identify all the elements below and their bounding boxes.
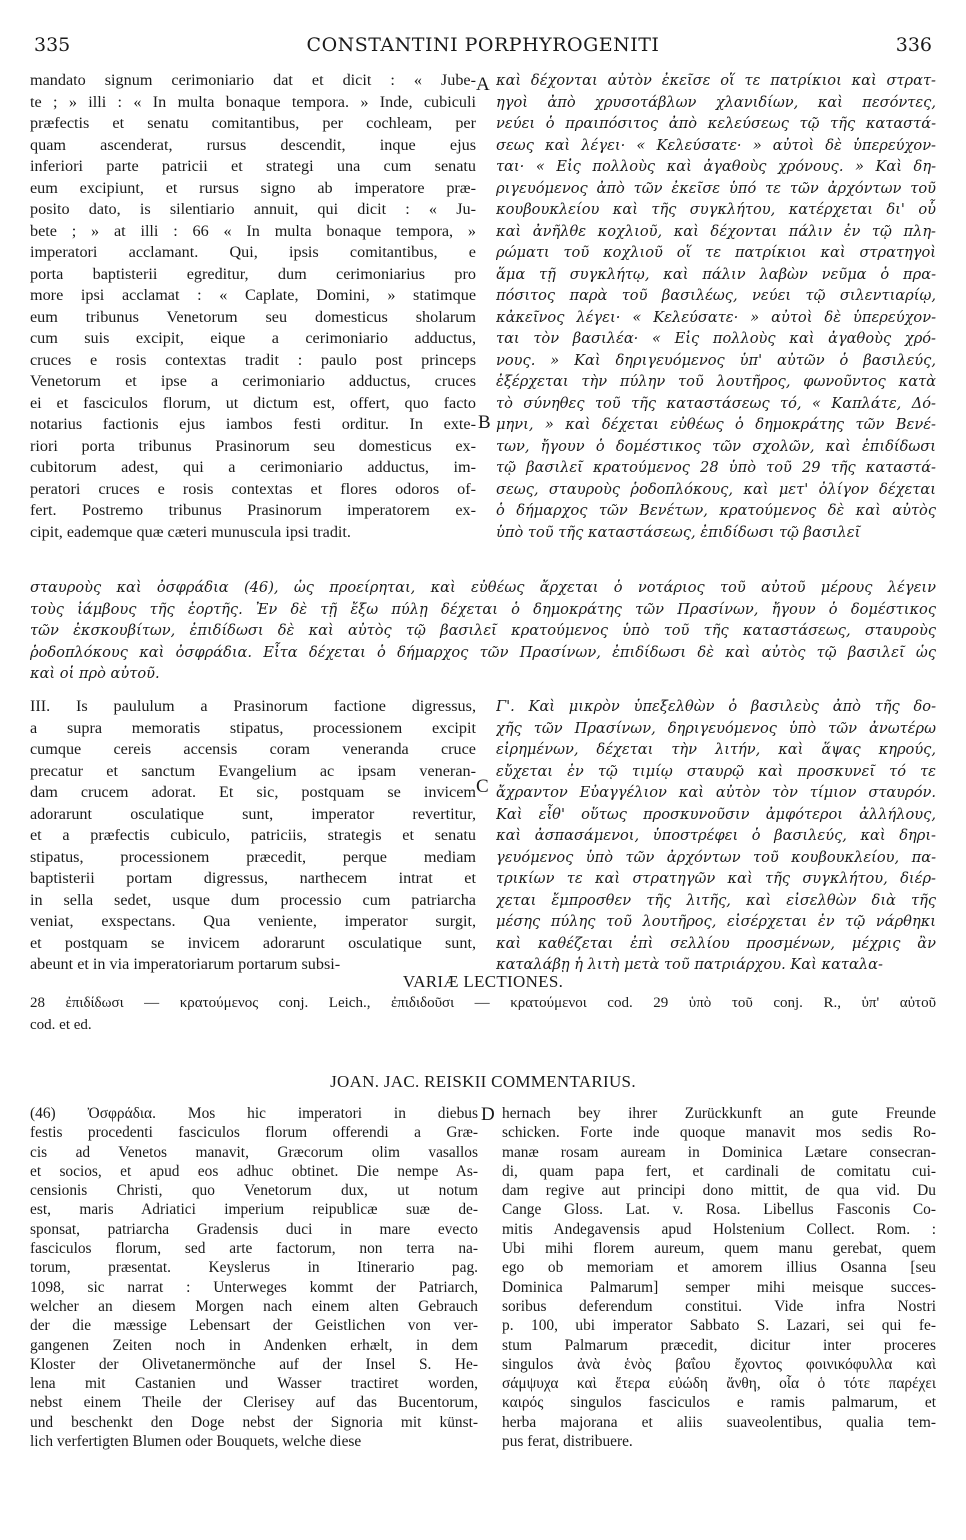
text-line: cum suis excipit, eique a cerimoniario adductus, bbox=[30, 329, 476, 347]
text-line: schicken. Forte inde quoque manavit mos sedis Ro- bbox=[502, 1124, 936, 1142]
text-line: ἅμα τῇ συγκλήτῳ, καὶ πάλιν λαβὼν νεῦμα ὁ πρα- bbox=[496, 265, 936, 283]
text-line: εἰρημένων, δέχεται τὴν λιτήν, καὶ ἅψας κηρούς, bbox=[496, 741, 936, 758]
text-line: singulos ἀνὰ ἑνὸς βαΐου ἔχοντος φοινικόφυλλα καὶ bbox=[502, 1355, 936, 1373]
text-line: νους. » Καὶ δηριγευόμενος ὑπ' αὐτῶν ὁ βασιλεύς, bbox=[496, 351, 936, 369]
text-line: fert. Postremo tribunus Prasinorum imperatorem ex- bbox=[30, 501, 476, 519]
text-line: cubitorum adest, qui a cerimoniario adductus, im- bbox=[30, 458, 476, 476]
text-line: καὶ καθέζεται ἐπὶ σελλίου προσμένων, μέχρις ἂν bbox=[496, 934, 936, 952]
text-line: τοὺς ἰάμβους τῆς ἑορτῆς. Ἐν δὲ τῇ ἔξω πύλῃ δέχεται ὁ δημοκράτης τῶν Πρασίνων, ἤγουν ὁ δομέστικος bbox=[30, 600, 936, 618]
running-title: CONSTANTINI PORPHYROGENITI bbox=[306, 34, 660, 56]
text-line: a supra memoratis stipatus, processionem excipit bbox=[30, 718, 476, 737]
text-line: eum tribunus Venetorum seu domesticus sholarum bbox=[30, 307, 476, 326]
text-line: lena mit Castanien und Wasser tractiret worden, bbox=[30, 1375, 478, 1393]
text-line: et postquam se invicem adorarunt osculatique sunt, bbox=[30, 933, 476, 952]
text-line: festis procedenti fasciculos florum offerendi a Græ- bbox=[30, 1124, 478, 1142]
text-line: pus ferat, distribuere. bbox=[502, 1433, 633, 1451]
text-line: καὶ δέχονται αὐτὸν ἐκεῖσε οἵ τε πατρίκιοι καὶ στρατ- bbox=[496, 72, 936, 89]
text-line: τῷ βασιλεῖ κρατούμενος 28 ὑπὸ τοῦ 29 τῆς καταστά- bbox=[496, 459, 936, 476]
text-line: stum Palmarum præcedit, dicitur inter proceres bbox=[502, 1336, 936, 1354]
greek-full-width bbox=[30, 577, 936, 685]
text-line: precatur et sanctum Evangelium ac ipsam veneran- bbox=[30, 761, 476, 780]
margin-marker-c: C bbox=[476, 776, 489, 797]
latin-column-mid bbox=[30, 696, 476, 976]
text-line: ται τὸν βασιλέα· « Εἰς πολλοὺς καὶ ἀγαθοὺς χρό- bbox=[496, 330, 936, 347]
text-line: Ubi mihi florem aureum, quem manu gerebat, quem bbox=[502, 1240, 936, 1258]
text-line: κἀκεῖνος λέγει· « Κελεύσατε· » αὐτοὶ δὲ ὑπερεύχον- bbox=[496, 308, 936, 326]
text-line: te ; » illi : « In multa bonaque tempora. » Inde, cubiculi bbox=[30, 92, 476, 111]
text-line: κουβουκλείου καὶ τῆς συγκλήτου, κατέρχεται δι' οὗ bbox=[496, 201, 936, 218]
text-line: torum, præsentat. Keyslerus in Itinerario pag. bbox=[30, 1259, 478, 1277]
text-line: Kloster der Olivetanermönche auf der Insel S. He- bbox=[30, 1355, 478, 1373]
text-line: ὑπὸ τοῦ τῆς καταστάσεως, ἐπιδίδωσι τῷ βασιλεῖ bbox=[496, 523, 861, 541]
text-line: inferiori parte patricii et strategi una cum senatu bbox=[30, 157, 476, 175]
greek-column-top bbox=[496, 70, 936, 543]
text-line: porta baptisterii egreditur, dum cerimoniarius pro bbox=[30, 264, 476, 283]
text-line: τρικίων τε καὶ στρατηγῶν καὶ τῆς συγκλήτου, διέρ- bbox=[496, 870, 936, 887]
text-line: peratori cruces e rosis contextas et flores odoros of- bbox=[30, 479, 476, 498]
text-line: posito dato, is silentiario annuit, qui dicit : « Ju- bbox=[30, 200, 476, 218]
text-line: di, quam papa fert, et cardinali de comitatu cui- bbox=[502, 1162, 936, 1180]
text-line: und beschenkt den Doge nebst der Signoria mit künst- bbox=[30, 1413, 478, 1431]
text-line: stipatus, processionem præcedit, perque mediam bbox=[30, 847, 476, 866]
text-line: ρώματι τοῦ κοχλιοῦ οἵ τε πατρίκιοι καὶ στρατηγοὶ bbox=[496, 244, 936, 261]
commentary-right-column bbox=[502, 1104, 936, 1451]
text-line: dam crucem adorat. Et sic, postquam se invicem bbox=[30, 783, 476, 801]
text-line: der die mæssige Lebensart der Geistlichen von ver- bbox=[30, 1317, 478, 1335]
text-line: dam regive aut principi dono mittit, de qua vid. Du bbox=[502, 1182, 936, 1200]
text-line: quam ascenderat, rursus descendit, inque ejus bbox=[30, 135, 476, 154]
text-line: μηνι, » καὶ δέχεται εὐθέως ὁ δημοκράτης τῶν Βενέ- bbox=[496, 416, 936, 433]
greek-column-mid bbox=[496, 696, 936, 976]
text-line: cumque cereis accensis coram veneranda cruce bbox=[30, 740, 476, 758]
text-line: notarius factionis ejus iambos festi orditur. In exte- bbox=[30, 415, 476, 433]
page-header bbox=[30, 34, 936, 60]
page-number-right: 336 bbox=[895, 34, 932, 56]
text-line: veniat, exspectans. Qua veniente, imperator surgit, bbox=[30, 912, 476, 930]
text-line: welcher an diesem Morgen nach einem alten Gebrauch bbox=[30, 1297, 478, 1315]
text-line: III. Is paululum a Prasinorum factione digressus, bbox=[30, 697, 476, 715]
text-line: riori porta tribunus Prasinorum seu domesticus ex- bbox=[30, 436, 476, 455]
text-line: μέσης πύλης τοῦ λουτῆρος, εἰσέρχεται ἐν τῷ νάρθηκι bbox=[496, 913, 936, 930]
text-line: (46) Ὀσφράδια. Mos hic imperatori in diebus bbox=[30, 1105, 478, 1122]
text-line: cruces e rosis contextas tradit : paulo post princeps bbox=[30, 350, 476, 369]
margin-marker-d: D bbox=[481, 1104, 495, 1125]
text-line: cis ad Venetos manavit, Græcorum olim vasallos bbox=[30, 1143, 478, 1161]
text-line: ται· « Εἰς πολλοὺς καὶ ἀγαθοὺς χρόνους. » Καὶ δη- bbox=[496, 158, 936, 175]
text-line: sponsat, patriarcha Gradensis duci in mare evecto bbox=[30, 1220, 478, 1238]
text-line: τὸ σύνηθες τοῦ τῆς καταστάσεως τό, « Καπλάτε, Δό- bbox=[496, 394, 936, 412]
text-line: herba majorana et aliis suaveolentibus, qualia tem- bbox=[502, 1413, 936, 1431]
text-line: ῥοδοπλόκους καὶ ὀσφράδια. Εἶτα δέχεται ὁ δήμαρχος τῶν Πρασίνων, ἐπιδίδωσι δὲ καὶ αὐτὸς τῷ βασιλεῖ ὡς bbox=[30, 643, 936, 661]
commentary-title: JOAN. JAC. REISKII COMMENTARIUS. bbox=[330, 1072, 636, 1091]
text-line: hernach bey ihrer Zurückkunft an gute Freunde bbox=[502, 1105, 936, 1122]
text-line: gangenen Zeiten noch in Andenken erhælt, in dem bbox=[30, 1336, 478, 1354]
text-line: ηγοὶ ἀπὸ χρυσοτάβλων χλανιδίων, καὶ πεσόντες, bbox=[496, 93, 936, 111]
text-line: Venetorum et ipse a cerimoniario adductus, cruces bbox=[30, 372, 476, 390]
text-line: ριγευόμενος ἀπὸ τῶν ἐκεῖσε ὑπό τε τῶν ἀρχόντων τοῦ bbox=[496, 179, 936, 197]
text-line: censionis Christi, quo Venetorum dux, ut notum bbox=[30, 1182, 478, 1200]
text-line: εὔχεται ἐν τῷ τιμίῳ σταυρῷ καὶ προσκυνεῖ τό τε bbox=[496, 762, 936, 780]
text-line: χεται ἔμπροσθεν τῆς λιτῆς, καὶ εἰσελθὼν διὰ τῆς bbox=[496, 891, 936, 909]
text-line: καὶ ἀνῆλθε κοχλιοῦ, καὶ δέχονται πάλιν ἐν τῷ πλη- bbox=[496, 222, 936, 240]
text-line: et a præfectis cubiculo, patriciis, strategis et senatu bbox=[30, 826, 476, 844]
variae-lectiones-title: VARIÆ LECTIONES. bbox=[402, 972, 564, 991]
text-line: abeunt et in via imperatoriarum portarum subsi- bbox=[30, 955, 341, 973]
text-line: καὶ ἀσπασάμενοι, ὑποστρέφει ὁ βασιλεύς, καὶ δηρι- bbox=[496, 827, 936, 844]
page-number-left: 335 bbox=[34, 34, 71, 56]
text-line: πόσιτος παρὰ τοῦ βασιλέως, νεύει τῷ σιλεντιαρίῳ, bbox=[496, 287, 936, 304]
text-line: καιρός singulos fasciculos e ramis palmarum, et bbox=[502, 1394, 936, 1412]
text-line: σάμψυχα καὶ ἕτερα εὐώδη ἄνθη, οἷα ὁ τότε παρέχει bbox=[502, 1375, 936, 1393]
text-line: in sella sedet, usque dum processio cum patriarcha bbox=[30, 890, 476, 909]
text-line: των, ἤγουν ὁ δομέστικος τῶν σχολῶν, καὶ ἐπιδίδωσι bbox=[496, 437, 936, 455]
text-line: præfectis et senatu comitantibus, per cochleam, per bbox=[30, 114, 476, 132]
text-line: 1098, sic narrat : Unterweges kommt der Patriarch, bbox=[30, 1278, 478, 1296]
text-line: ἐξέρχεται τὴν πύλην τοῦ λουτῆρος, φωνοῦντος κατὰ bbox=[496, 373, 936, 390]
text-line: mitis Andegavensis apud Holstenium Collect. Rom. : bbox=[502, 1220, 936, 1238]
text-line: soribus deferendum constitui. Vide infra Nostri bbox=[502, 1297, 936, 1315]
text-line: Γ'. Καὶ μικρὸν ὑπεξελθὼν ὁ βασιλεὺς ἀπὸ τῆς δο- bbox=[496, 698, 936, 715]
text-line: est, maris Adriatici imperium reipublicæ suæ de- bbox=[30, 1201, 478, 1219]
text-line: σεως, σταυροὺς ῥοδοπλόκους, καὶ μετ' ὀλίγον δέχεται bbox=[496, 480, 936, 498]
text-line: manæ rosam auream in Dominica Lætare consecran- bbox=[502, 1143, 936, 1161]
text-line: γευόμενος ὑπὸ τῶν ἀρχόντων τοῦ κουβουκλείου, πα- bbox=[496, 848, 936, 866]
text-line: baptisterii portam digressus, narthecem intrat et bbox=[30, 869, 476, 887]
text-line: adorarunt osculatique sunt, imperator revertitur, bbox=[30, 804, 476, 823]
text-line: lich verfertigten Blumen oder Bouquets, welche diese bbox=[30, 1433, 362, 1451]
text-line: mandato signum cerimoniario dat et dicit : « Jube- bbox=[30, 71, 476, 89]
text-line: 28 ἐπιδίδωσι — κρατούμενος conj. Leich., ἐπιδιδοῦσι — κρατούμενοι cod. 29 ὑπὸ τοῦ conj. R., ὑπ' αὐτοῦ bbox=[30, 995, 936, 1011]
text-line: cod. et ed. bbox=[30, 1016, 92, 1033]
text-line: fasciculos florum, sed arte factorum, non terra na- bbox=[30, 1240, 478, 1258]
text-line: καταλάβῃ ἡ λιτὴ μετὰ τοῦ πατριάρχου. Καὶ καταλα- bbox=[496, 956, 883, 973]
text-line: τῶν ἐκσκουβίτων, ἐπιδίδωσι δὲ καὶ αὐτὸς τῷ βασιλεῖ κρατούμενος ὑπὸ τοῦ τῆς καταστάσεως, σταυροὺς bbox=[30, 622, 936, 639]
text-line: Καὶ εἶθ' οὕτως προσκυνοῦσιν ἀμφότεροι ἀλλήλους, bbox=[496, 805, 936, 823]
text-line: σταυροὺς καὶ ὀσφράδια (46), ὡς προείρηται, καὶ εὐθέως ἄρχεται ὁ νοτάριος τοῦ αὐτοῦ μέρους λέγειν bbox=[30, 579, 936, 596]
text-line: ei et fasciculos florum, ut dictum est, offert, quo facto bbox=[30, 393, 476, 412]
margin-marker-b: B bbox=[478, 412, 491, 433]
text-line: ὁ δήμαρχος τῶν Βενέτων, κρατούμενος δὲ καὶ αὐτὸς bbox=[496, 502, 936, 519]
text-line: more ipsi acclamat : « Caplate, Domini, » statimque bbox=[30, 286, 476, 304]
text-line: καὶ οἱ πρὸ αὐτοῦ. bbox=[30, 665, 160, 682]
text-line: Dominica Palmarum] semper mihi meisque succes- bbox=[502, 1278, 936, 1296]
text-line: σεως καὶ λέγει· « Κελεύσατε· » αὐτοὶ δὲ ὑπερεύχον- bbox=[496, 136, 936, 154]
text-line: et socios, et apud eos adhuc obtinet. Die nempe As- bbox=[30, 1162, 478, 1180]
text-line: imperatori acclamant. Qui, ipsis comitantibus, e bbox=[30, 243, 476, 261]
margin-marker-a: A bbox=[476, 74, 490, 95]
variae-lectiones bbox=[30, 993, 936, 1036]
text-line: cipit, eademque quæ cæteri munuscula ipsi tradit. bbox=[30, 522, 351, 541]
text-line: νεύει ὁ πραιπόσιτος ἀπὸ κελεύσεως τῷ τῆς καταστά- bbox=[496, 115, 936, 132]
text-line: χῆς τῶν Πρασίνων, δηριγευόμενος ὑπὸ τῶν ἀνωτέρω bbox=[496, 719, 936, 737]
commentary-left-column bbox=[30, 1104, 478, 1451]
text-line: bete ; » at illi : 66 « In multa bonaque tempora, » bbox=[30, 221, 476, 240]
text-line: nebst einem Theile der Clerisey auf das Bucentorum, bbox=[30, 1394, 478, 1412]
text-line: ἄχραντον Εὐαγγέλιον καὶ αὐτὸν τὸν τίμιον σταυρόν. bbox=[496, 784, 936, 801]
text-line: ego ob memoriam et amorem illius Osanna [seu bbox=[502, 1259, 936, 1277]
text-line: p. 100, ubi imperator Sabbato S. Lazari, sei qui fe- bbox=[502, 1317, 936, 1335]
text-line: eum excipiunt, et rursus signo ab imperatore præ- bbox=[30, 178, 476, 197]
text-line: Cange Gloss. Lat. v. Rosa. Libellus Fasconis Co- bbox=[502, 1201, 936, 1219]
latin-column-top bbox=[30, 70, 476, 543]
